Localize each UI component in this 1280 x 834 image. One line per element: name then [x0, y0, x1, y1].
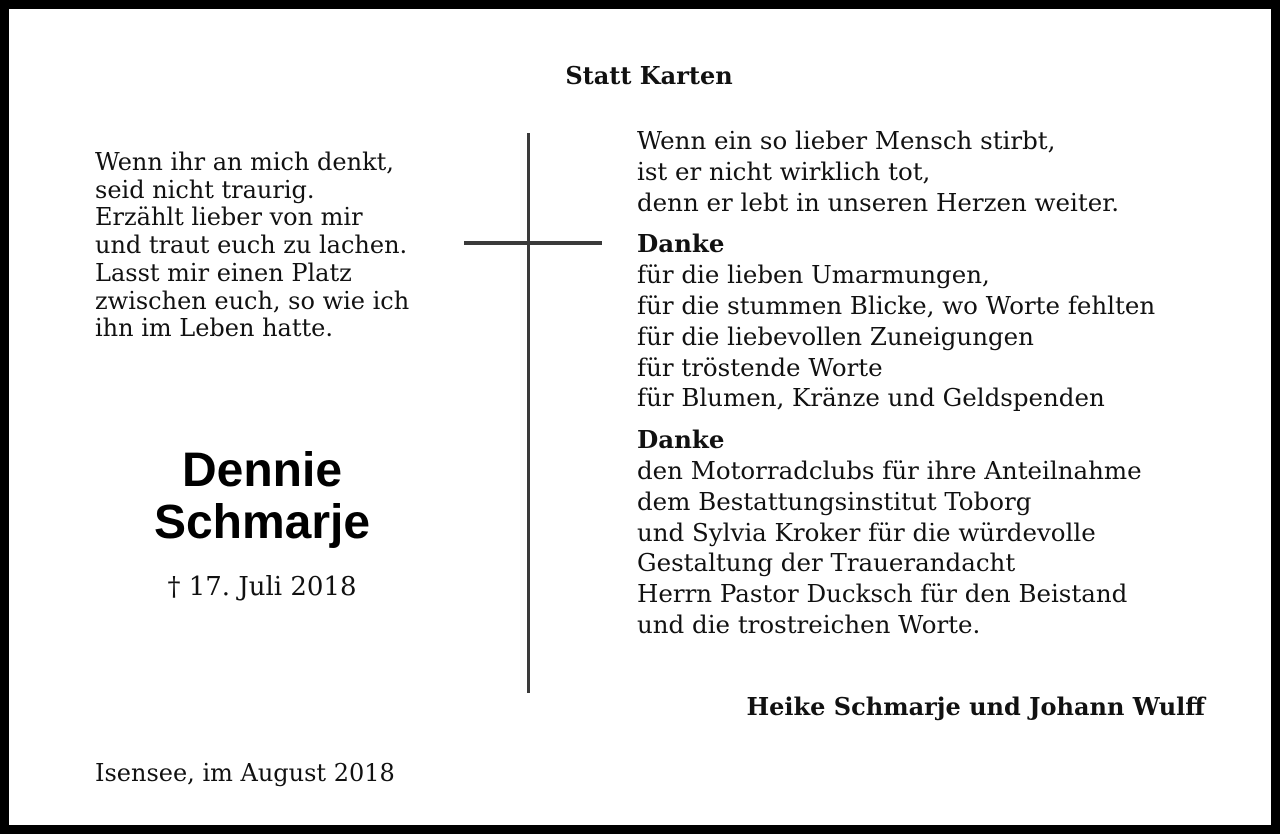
- verse-line: ist er nicht wirklich tot,: [637, 156, 931, 186]
- thanks-title: Danke: [637, 425, 725, 455]
- deceased-last-name: Schmarje: [153, 496, 371, 549]
- left-poem: [95, 149, 455, 343]
- thanks-line: und Sylvia Kroker für die würdevolle: [637, 517, 1096, 547]
- deceased-first-name: Dennie: [181, 444, 343, 497]
- thanks-block-2: [637, 425, 1237, 641]
- poem-line: Wenn ihr an mich denkt,: [95, 148, 394, 176]
- intro-verse: [637, 126, 1237, 218]
- right-text: [637, 126, 1237, 641]
- thanks-line: für die stummen Blicke, wo Worte fehlten: [637, 290, 1156, 320]
- thanks-block-1: [637, 229, 1237, 414]
- thanks-line: für Blumen, Kränze und Geldspenden: [637, 383, 1105, 413]
- notice-heading: Statt Karten: [565, 61, 733, 90]
- thanks-title: Danke: [637, 229, 725, 259]
- thanks-line: für tröstende Worte: [637, 352, 883, 382]
- thanks-line: Gestaltung der Trauerandacht: [637, 548, 1016, 578]
- verse-line: denn er lebt in unseren Herzen weiter.: [637, 187, 1119, 217]
- thanks-line: und die trostreichen Worte.: [637, 609, 981, 639]
- thanks-line: dem Bestattungsinstitut Toborg: [637, 486, 1032, 516]
- thanks-line: den Motorradclubs für ihre Anteilnahme: [637, 455, 1142, 485]
- death-date: † 17. Juli 2018: [167, 572, 357, 602]
- poem-line: Erzählt lieber von mir: [95, 203, 363, 232]
- verse-line: Wenn ein so lieber Mensch stirbt,: [637, 126, 1056, 155]
- place-and-date: Isensee, im August 2018: [95, 759, 395, 787]
- cross-icon: [527, 133, 530, 693]
- cross-icon-bar: [464, 241, 602, 245]
- poem-line: Lasst mir einen Platz: [95, 258, 352, 287]
- thanks-line: für die lieben Umarmungen,: [637, 260, 990, 290]
- poem-line: ihn im Leben hatte.: [95, 314, 333, 343]
- deceased-name: [89, 445, 435, 549]
- poem-line: zwischen euch, so wie ich: [95, 286, 410, 315]
- thanks-line: Herrn Pastor Ducksch für den Beistand: [637, 579, 1128, 609]
- thanks-line: für die liebevollen Zuneigungen: [637, 321, 1034, 351]
- signature: Heike Schmarje und Johann Wulff: [746, 692, 1205, 721]
- poem-line: seid nicht traurig.: [95, 175, 315, 204]
- poem-line: und traut euch zu lachen.: [95, 231, 408, 260]
